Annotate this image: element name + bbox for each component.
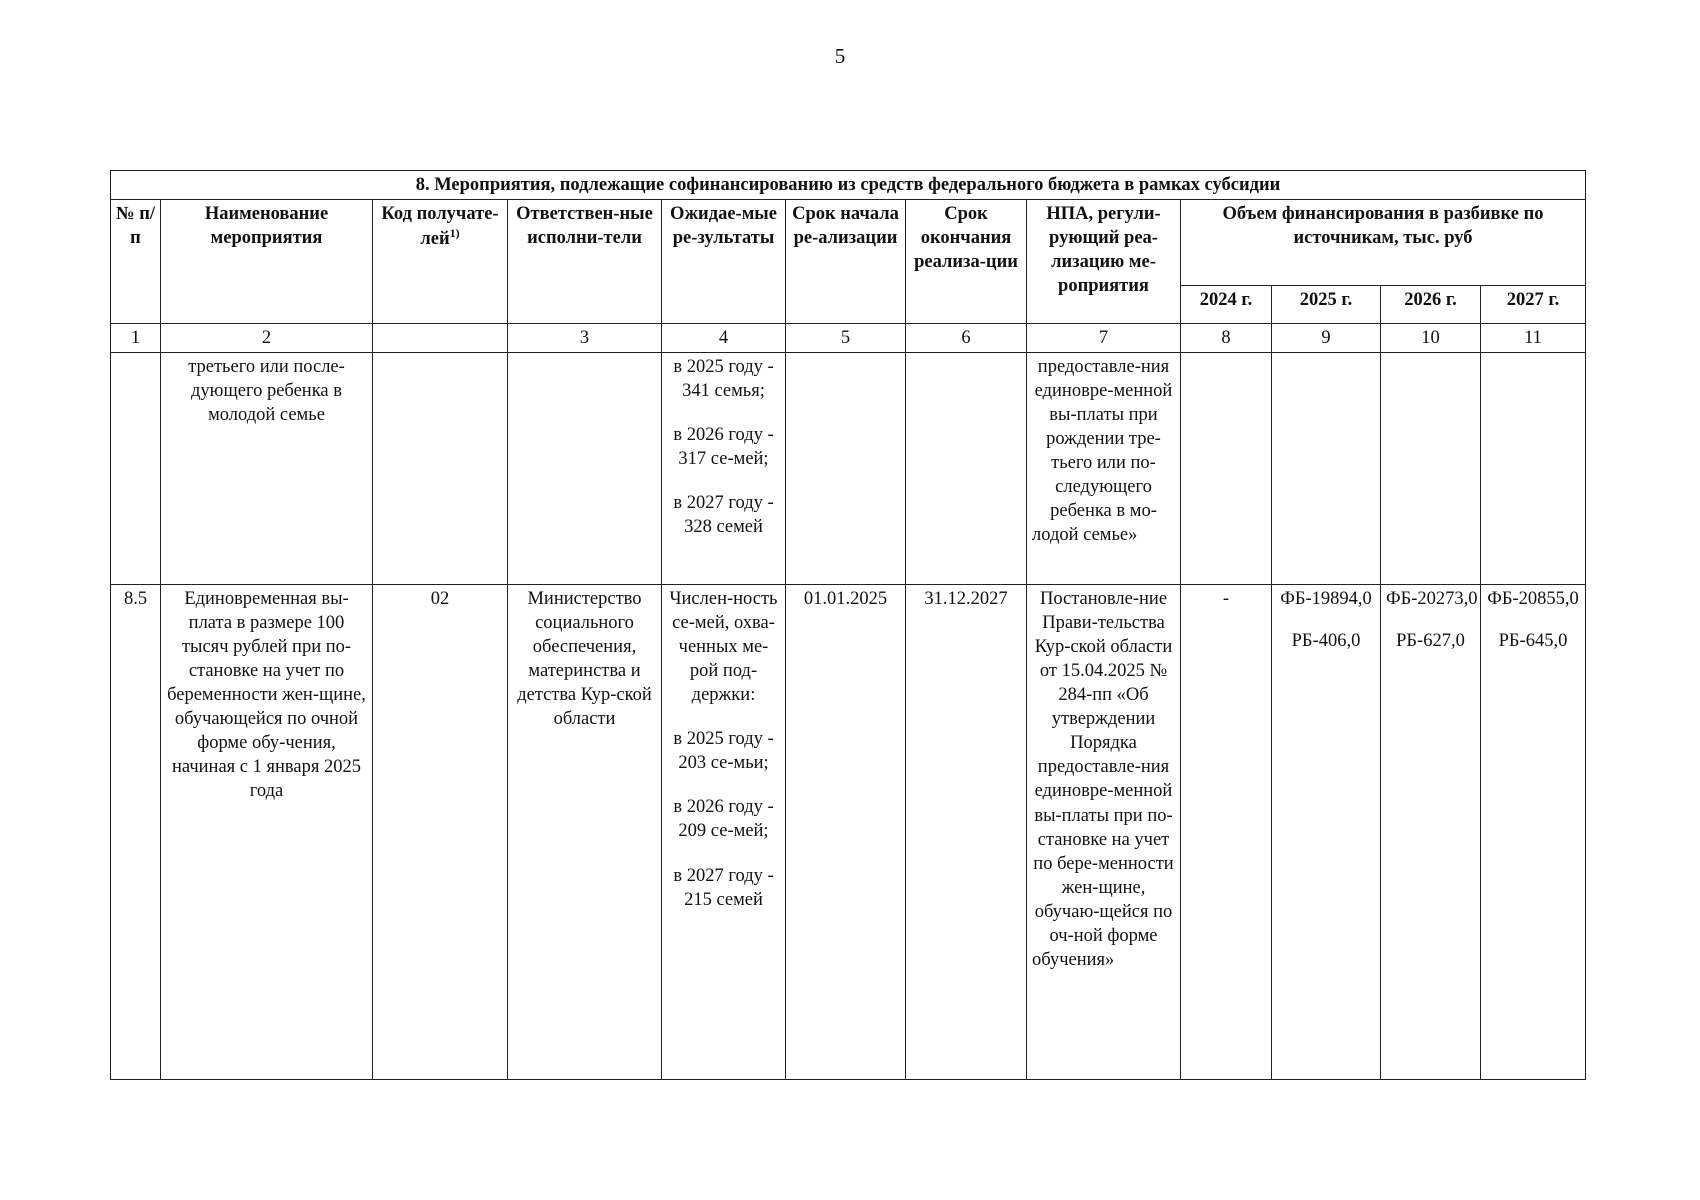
row-results: [662, 353, 786, 585]
header-year-2025: 2025 г.: [1272, 286, 1381, 324]
col-number-3: 3: [508, 324, 662, 353]
col-number-7: 7: [1027, 324, 1181, 353]
header-results: Ожидае-мые ре-зультаты: [662, 200, 786, 324]
row-2025: [1272, 353, 1381, 585]
col-number-1: 1: [111, 324, 161, 353]
header-year-2027: 2027 г.: [1481, 286, 1586, 324]
row-2027: [1481, 585, 1586, 1080]
funding-regional: РБ-627,0: [1396, 631, 1465, 652]
row-2027: [1481, 353, 1586, 585]
funding-regional: РБ-645,0: [1498, 631, 1568, 652]
header-funding: Объем финансирования в разбивке по источникам, тыс. руб: [1181, 200, 1586, 286]
row-code: 02: [373, 585, 508, 1080]
header-start: Срок начала ре-ализации: [786, 200, 906, 324]
row-name: третьего или после-дующего ребенка в молодой семье: [161, 353, 373, 585]
header-year-2026: 2026 г.: [1381, 286, 1481, 324]
header-code-footnote: 1): [449, 226, 460, 241]
header-num: № п/п: [111, 200, 161, 324]
page-number: 5: [834, 44, 846, 68]
row-end: 31.12.2027: [906, 585, 1027, 1080]
row-start: 01.01.2025: [786, 585, 906, 1080]
row-num: [111, 353, 161, 585]
header-end: Срок окончания реализа-ции: [906, 200, 1027, 324]
row-results: [662, 585, 786, 1080]
funding-federal: ФБ-20273,0: [1386, 589, 1478, 610]
result-line: в 2027 году - 328 семей: [673, 493, 774, 538]
col-number-11: 11: [1481, 324, 1586, 353]
row-num: 8.5: [111, 585, 161, 1080]
section-title: 8. Мероприятия, подлежащие софинансированию из средств федерального бюджета в рамках субсидии: [111, 171, 1586, 200]
header-npa: НПА, регули-рующий реа-лизацию ме-роприятия: [1027, 200, 1181, 324]
col-number-8: 8: [1181, 324, 1272, 353]
row-2025: [1272, 585, 1381, 1080]
col-number-blank: [373, 324, 508, 353]
row-2024: -: [1181, 585, 1272, 1080]
result-line: в 2026 году - 317 се-мей;: [673, 425, 774, 470]
col-number-4: 4: [662, 324, 786, 353]
row-responsible: [508, 353, 662, 585]
row-name: Единовременная вы-плата в размере 100 тысяч рублей при по-становке на учет по беременности жен-щине, обучающейся по очной форме обу-чения, начиная с 1 января 2025 года: [161, 585, 373, 1080]
row-start: [786, 353, 906, 585]
result-line: в 2025 году - 341 семья;: [673, 357, 774, 402]
result-line: в 2025 году - 203 се-мьи;: [673, 729, 774, 774]
table-row: [111, 585, 1586, 1080]
col-number-6: 6: [906, 324, 1027, 353]
row-npa: Постановле-ние Прави-тельства Кур-ской области от 15.04.2025 № 284-пп «Об утверждении Порядка предоставле-ния единовре-менной вы-платы при по-становке на учет по бере-менности жен-щине, обучаю-щейся по оч-ной форме обучения»: [1027, 585, 1181, 1080]
col-number-10: 10: [1381, 324, 1481, 353]
row-end: [906, 353, 1027, 585]
funding-federal: ФБ-20855,0: [1487, 589, 1579, 610]
col-number-5: 5: [786, 324, 906, 353]
header-name: Наименование мероприятия: [161, 200, 373, 324]
header-code: [373, 200, 508, 324]
funding-federal: ФБ-19894,0: [1280, 589, 1372, 610]
header-year-2024: 2024 г.: [1181, 286, 1272, 324]
funding-regional: РБ-406,0: [1291, 631, 1361, 652]
row-2024: [1181, 353, 1272, 585]
header-responsible: Ответствен-ные исполни-тели: [508, 200, 662, 324]
cofinancing-table: [110, 170, 1586, 1080]
col-number-2: 2: [161, 324, 373, 353]
row-npa: предоставле-ния единовре-менной вы-платы при рождении тре-тьего или по-следующего ребенка в мо-лодой семье»: [1027, 353, 1181, 585]
row-2026: [1381, 585, 1481, 1080]
row-code: [373, 353, 508, 585]
table-row: [111, 353, 1586, 585]
result-line: в 2027 году - 215 семей: [673, 865, 774, 910]
col-number-9: 9: [1272, 324, 1381, 353]
result-line: в 2026 году - 209 се-мей;: [673, 797, 774, 842]
header-code-text: Код получате-лей: [381, 204, 499, 250]
row-responsible: Министерство социального обеспечения, материнства и детства Кур-ской области: [508, 585, 662, 1080]
result-line: Числен-ность се-мей, охва-ченных ме-рой под-держки:: [669, 589, 778, 706]
row-2026: [1381, 353, 1481, 585]
